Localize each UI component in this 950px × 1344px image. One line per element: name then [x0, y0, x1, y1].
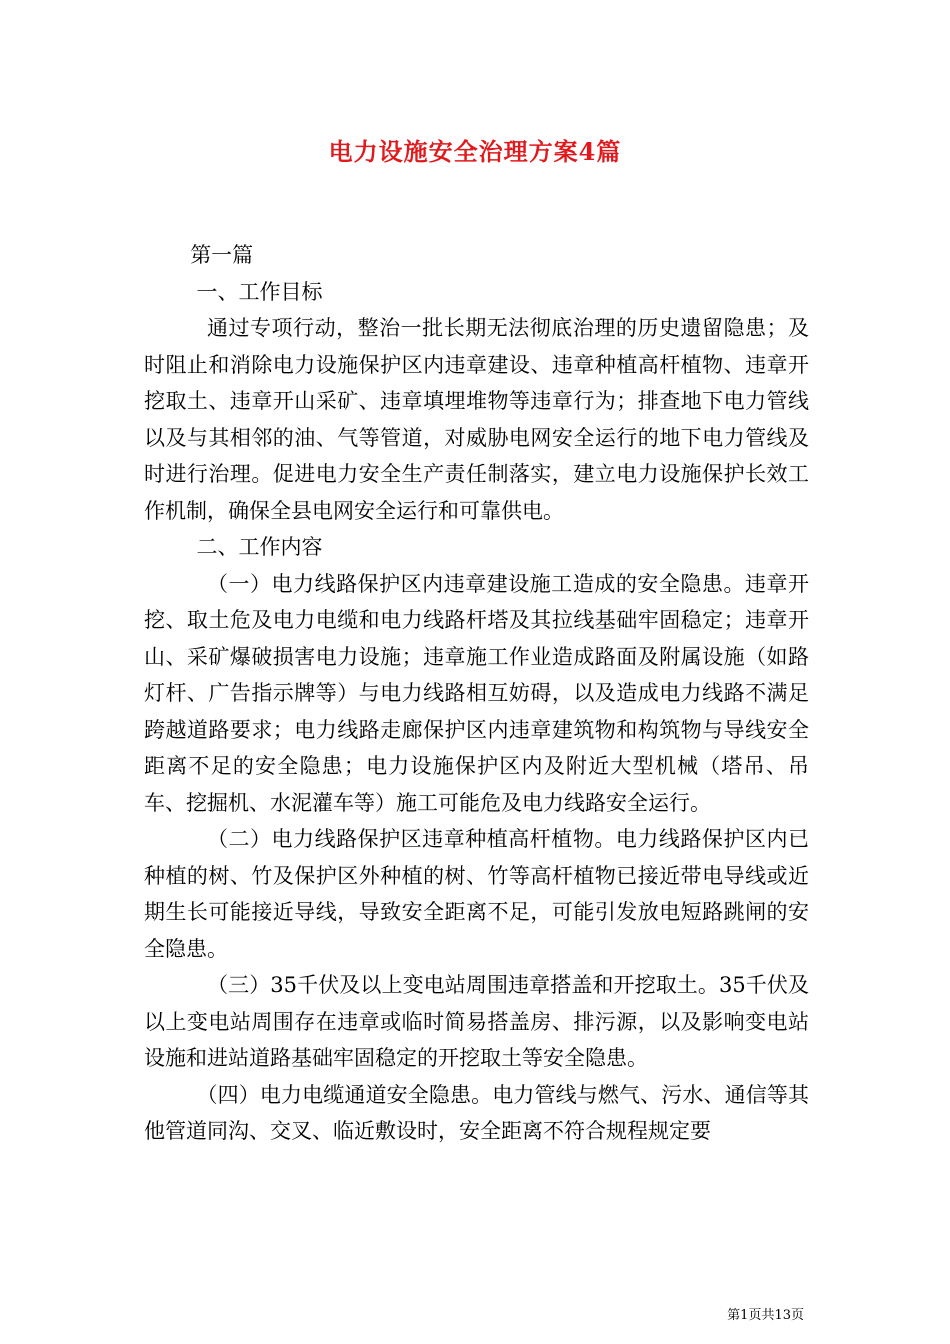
- heading-work-content: 二、工作内容: [196, 535, 323, 559]
- paragraph-item-1: （一）电力线路保护区内违章建设施工造成的安全隐患。违章开挖、取土危及电力电缆和电力线路杆塔及其拉线基础牢固稳定；违章开山、采矿爆破损害电力设施；违章施工作业造成路面及附属设施（如路灯杆、广告指示牌等）与电力线路相互妨碍，以及造成电力线路不满足跨越道路要求；电力线路走廊保护区内违章建筑物和构筑物与导线安全距离不足的安全隐患；电力设施保护区内及附近大型机械（塔吊、吊车、挖掘机、水泥灌车等）施工可能危及电力线路安全运行。: [144, 571, 809, 815]
- document-body: [144, 237, 809, 1150]
- paragraph-item-3: （三）35千伏及以上变电站周围违章搭盖和开挖取土。35千伏及以上变电站周围存在违章或临时简易搭盖房、排污源，以及影响变电站设施和进站道路基础牢固稳定的开挖取土等安全隐患。: [144, 973, 809, 1070]
- paragraph-item-2: （二）电力线路保护区违章种植高杆植物。电力线路保护区内已种植的树、竹及保护区外种植的树、竹等高杆植物已接近带电导线或近期生长可能接近导线，导致安全距离不足，可能引发放电短路跳闸的安全隐患。: [144, 827, 809, 961]
- paragraph-item-4: （四）电力电缆通道安全隐患。电力管线与燃气、污水、通信等其他管道同沟、交叉、临近敷设时，安全距离不符合规程规定要: [144, 1082, 809, 1143]
- document-title: 电力设施安全治理方案4篇: [328, 137, 622, 166]
- section-label: 第一篇: [190, 243, 254, 267]
- paragraph-work-goal: 通过专项行动，整治一批长期无法彻底治理的历史遗留隐患；及时阻止和消除电力设施保护区内违章建设、违章种植高杆植物、违章开挖取土、违章开山采矿、违章填埋堆物等违章行为；排查地下电力管线以及与其相邻的油、气等管道，对威胁电网安全运行的地下电力管线及时进行治理。促进电力安全生产责任制落实，建立电力设施保护长效工作机制，确保全县电网安全运行和可靠供电。: [144, 316, 809, 523]
- heading-work-goal: 一、工作目标: [196, 279, 323, 304]
- page-number: 第1页共13页: [727, 1308, 804, 1323]
